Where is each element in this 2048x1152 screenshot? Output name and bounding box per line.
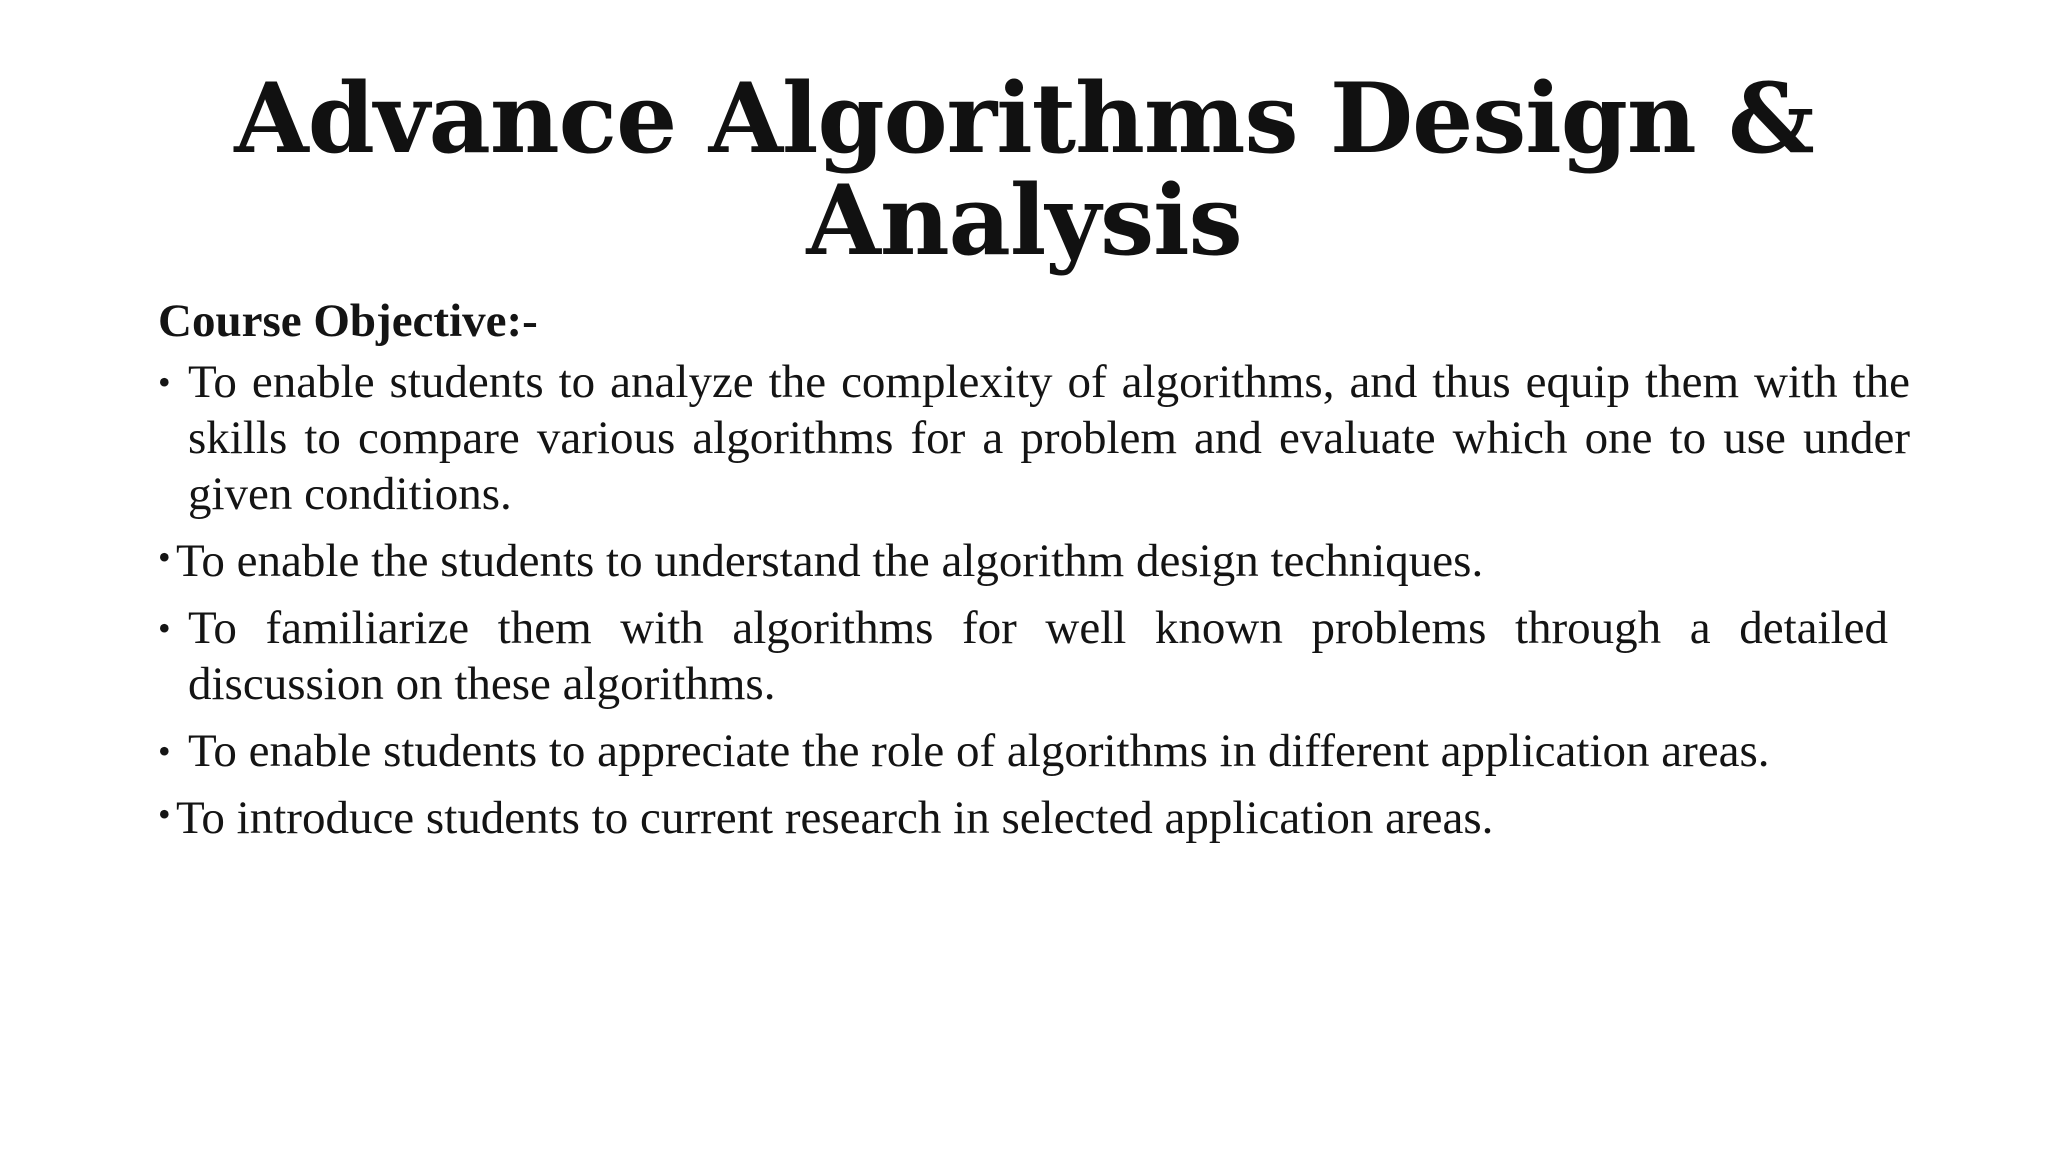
bullet-icon: • [158,794,171,834]
bullet-icon: • [158,608,171,648]
bullet-icon: • [158,537,171,577]
slide-title: Advance Algorithms Design & Analysis [234,62,1814,277]
slide-content [158,292,1910,857]
objective-text: To enable students to analyze the complexity of algorithms, and thus equip them with the skills to compare various algorithms for a problem and evaluate which one to use under given conditions. [188,356,1910,520]
objective-item [158,723,1910,779]
course-objective-heading: Course Objective:- [158,295,538,347]
objective-item [158,600,1910,712]
objective-text: To enable students to appreciate the role of algorithms in different application areas. [188,725,1770,777]
objective-item [158,354,1910,522]
bullet-icon: • [158,731,171,771]
objective-item [158,533,1910,589]
bullet-icon: • [158,362,171,402]
objective-text: To familiarize them with algorithms for well known problems through a detailed discussion on these algorithms. [188,602,1888,710]
objective-item [158,790,1910,846]
objective-text: To introduce students to current research in selected application areas. [176,792,1494,844]
objective-text: To enable the students to understand the algorithm design techniques. [176,535,1484,587]
objective-list [158,354,1910,846]
